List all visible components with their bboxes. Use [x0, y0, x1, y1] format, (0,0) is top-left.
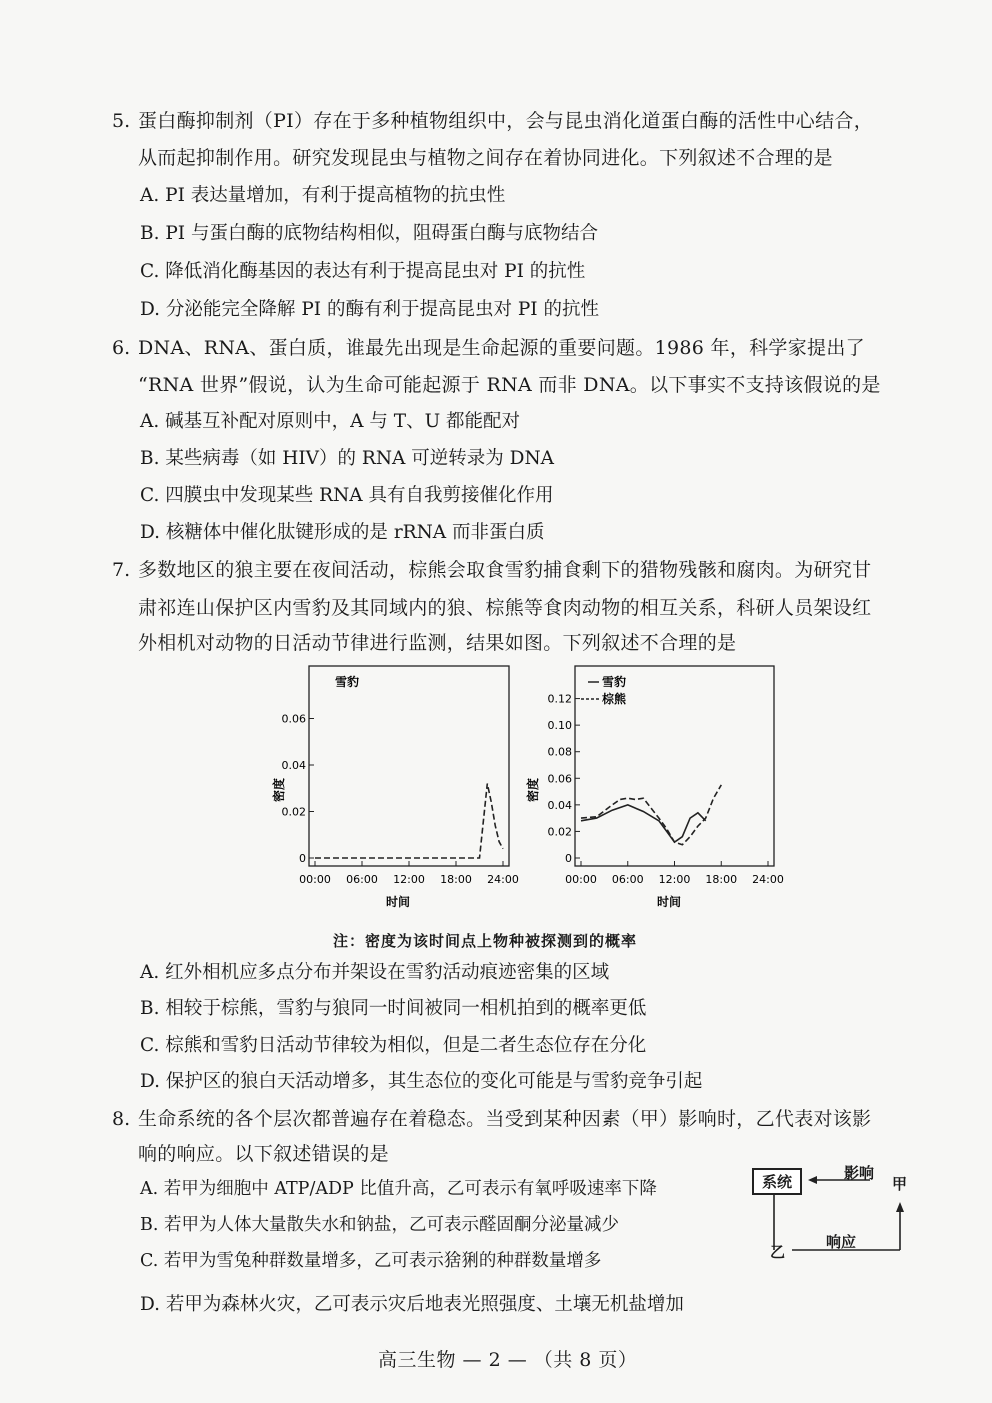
q7-stem-line1: 多数地区的狼主要在夜间活动，棕熊会取食雪豹捕食剩下的猎物残骸和腐肉。为研究甘 [138, 559, 872, 581]
q5-option-c: C. 降低消化酶基因的表达有利于提高昆虫对 PI 的抗性 [140, 261, 586, 282]
y-tick-label: 0.08 [547, 745, 572, 759]
q8-yi-label: 乙 [770, 1243, 786, 1261]
chart-right [523, 662, 793, 917]
x-tick-label: 06:00 [346, 873, 378, 886]
q6-option-c: C. 四膜虫中发现某些 RNA 具有自我剪接催化作用 [140, 485, 554, 506]
x-tick-label: 00:00 [565, 873, 597, 886]
q8-diagram [752, 1158, 922, 1273]
q5-number: 5. [112, 110, 131, 132]
q6-stem-line2: “RNA 世界”假说，认为生命可能起源于 RNA 而非 DNA。以下事实不支持该假说的是 [138, 374, 881, 396]
y-tick-label: 0.06 [547, 772, 572, 786]
chart-left-ylabel: 密度 [272, 777, 286, 803]
q8-jia-label: 甲 [892, 1175, 908, 1193]
q8-option-c: C. 若甲为雪兔种群数量增多，乙可表示猞猁的种群数量增多 [140, 1251, 602, 1271]
q8-stem-line1: 生命系统的各个层次都普遍存在着稳态。当受到某种因素（甲）影响时，乙代表对该影 [138, 1108, 872, 1130]
q5-stem-line1: 蛋白酶抑制剂（PI）存在于多种植物组织中，会与昆虫消化道蛋白酶的活性中心结合， [138, 110, 873, 132]
y-tick-label: 0.04 [281, 759, 306, 772]
chart-left [272, 662, 525, 917]
q7-stem-line3: 外相机对动物的日活动节律进行监测，结果如图。下列叙述不合理的是 [138, 632, 737, 654]
q8-option-b: B. 若甲为人体大量散失水和钠盐，乙可表示醛固酮分泌量减少 [140, 1215, 619, 1235]
x-tick-label: 06:00 [611, 873, 644, 886]
page-footer: 高三生物 — 2 — （共 8 页） [378, 1349, 638, 1371]
chart-right-legend [581, 674, 627, 706]
y-tick-label: 0.06 [281, 712, 306, 726]
q8-number: 8. [112, 1108, 131, 1130]
q8-stem-line2: 响的响应。以下叙述错误的是 [138, 1143, 389, 1165]
q7-option-c: C. 棕熊和雪豹日活动节律较为相似，但是二者生态位存在分化 [140, 1035, 647, 1056]
chart-right-legend-brown-bear: 棕熊 [602, 692, 627, 706]
x-tick-label: 12:00 [658, 873, 691, 886]
q6-option-a: A. 碱基互补配对原则中，A 与 T、U 都能配对 [140, 411, 521, 432]
q6-option-b: B. 某些病毒（如 HIV）的 RNA 可逆转录为 DNA [140, 448, 555, 469]
q8-option-a: A. 若甲为细胞中 ATP/ADP 比值升高，乙可表示有氧呼吸速率下降 [140, 1179, 657, 1199]
chart-left-legend-snow-leopard: 雪豹 [335, 675, 360, 689]
y-tick-label: 0 [565, 852, 572, 865]
chart-right-legend-snow-leopard: 雪豹 [602, 675, 627, 689]
x-tick-label: 18:00 [705, 873, 738, 886]
y-tick-label: 0.12 [547, 692, 572, 706]
x-tick-label: 24:00 [752, 873, 784, 886]
y-tick-label: 0 [299, 852, 306, 865]
chart-left-xlabel: 时间 [385, 895, 411, 909]
q6-stem-line1: DNA、RNA、蛋白质，谁最先出现是生命起源的重要问题。1986 年，科学家提出了 [138, 337, 865, 359]
q7-option-a: A. 红外相机应多点分布并架设在雪豹活动痕迹密集的区域 [140, 962, 610, 983]
q6-option-d: D. 核糖体中催化肽键形成的是 rRNA 而非蛋白质 [140, 522, 545, 543]
y-tick-label: 0.04 [547, 798, 572, 812]
chart-right-xlabel: 时间 [656, 895, 682, 909]
series-line-雪豹 [581, 805, 706, 842]
y-tick-label: 0.02 [547, 825, 572, 839]
x-tick-label: 00:00 [299, 873, 331, 886]
q5-option-a: A. PI 表达量增加，有利于提高植物的抗虫性 [140, 185, 506, 206]
q7-number: 7. [112, 559, 131, 581]
x-tick-label: 12:00 [393, 873, 425, 886]
q5-option-b: B. PI 与蛋白酶的底物结构相似，阻碍蛋白酶与底物结合 [140, 223, 598, 244]
y-tick-label: 0.10 [547, 719, 572, 733]
x-tick-label: 18:00 [440, 873, 472, 886]
q7-option-d: D. 保护区的狼白天活动增多，其生态位的变化可能是与雪豹竞争引起 [140, 1071, 703, 1092]
y-tick-label: 0.02 [281, 805, 306, 819]
plot-frame [309, 666, 509, 866]
q8-influence-label: 影响 [844, 1164, 875, 1182]
chart-right-ylabel: 密度 [526, 777, 540, 803]
q8-option-d: D. 若甲为森林火灾，乙可表示灾后地表光照强度、土壤无机盐增加 [140, 1294, 684, 1315]
q5-option-d: D. 分泌能完全降解 PI 的酶有利于提高昆虫对 PI 的抗性 [140, 299, 599, 320]
q8-response-label: 响应 [826, 1233, 857, 1251]
q8-system-box: 系统 [752, 1168, 802, 1195]
q7-chart-note: 注：密度为该时间点上物种被探测到的概率 [333, 932, 638, 950]
q7-option-b: B. 相较于棕熊，雪豹与狼同一时间被同一相机拍到的概率更低 [140, 998, 647, 1019]
q6-number: 6. [112, 337, 131, 359]
q5-stem-line2: 从而起抑制作用。研究发现昆虫与植物之间存在着协同进化。下列叙述不合理的是 [138, 147, 833, 169]
series-line-雪豹 [315, 784, 503, 858]
q7-stem-line2: 肃祁连山保护区内雪豹及其同域内的狼、棕熊等食肉动物的相互关系，科研人员架设红 [138, 597, 872, 619]
x-tick-label: 24:00 [487, 873, 519, 886]
